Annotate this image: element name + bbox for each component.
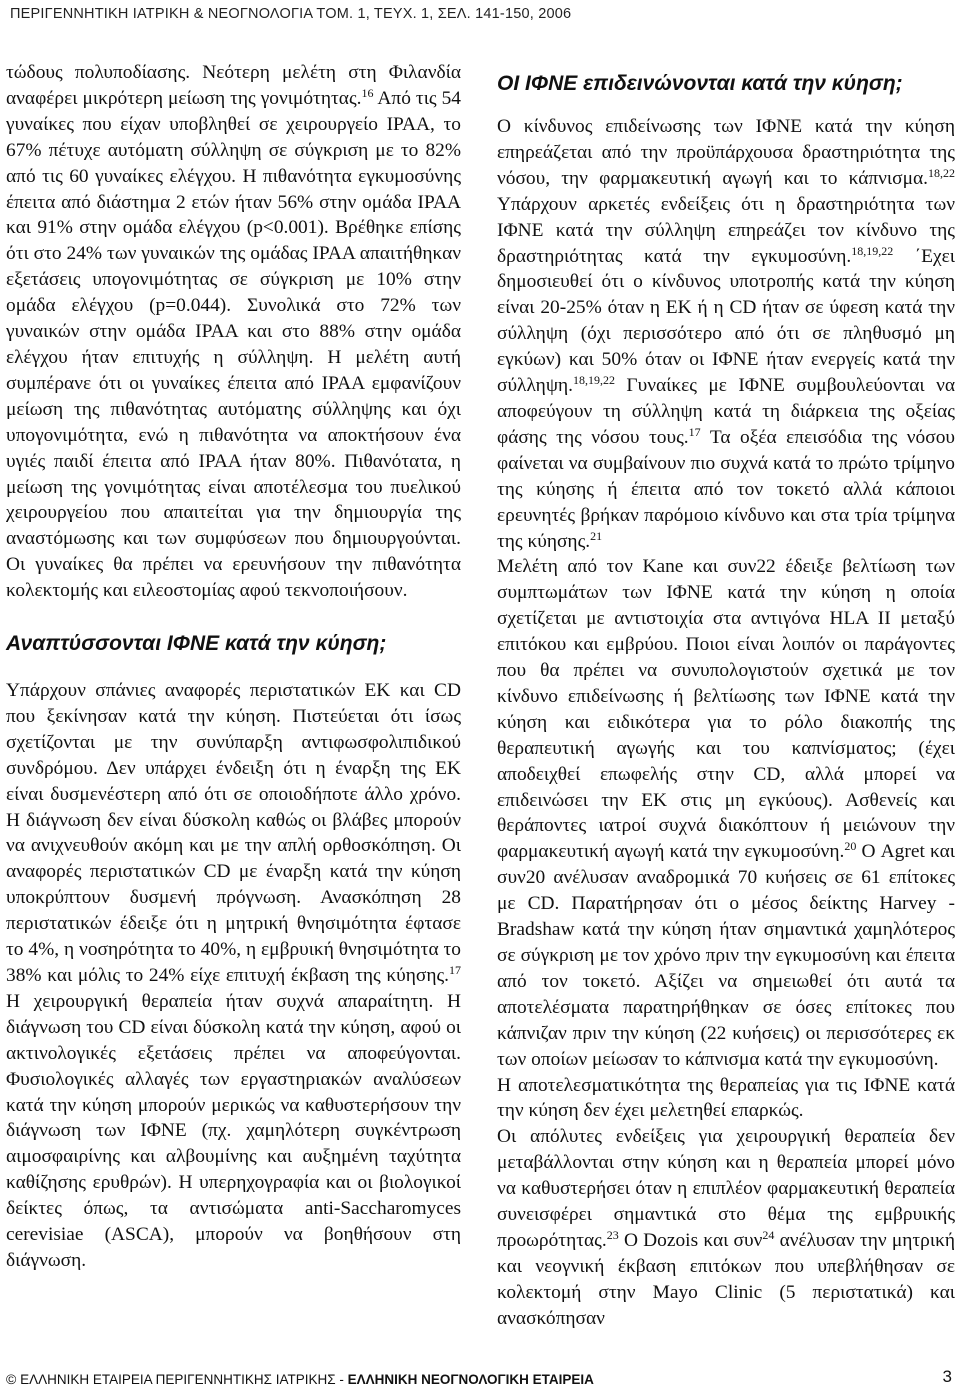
right-paragraph-2 xyxy=(497,554,955,1072)
footer-org-neonatal: ΕΛΛΗΝΙΚΗ ΝΕΟΓΝΟΛΟΓΙΚΗ ΕΤΑΙΡΕΙΑ xyxy=(347,1372,594,1387)
citation: 17 xyxy=(449,963,461,977)
left-paragraph-1 xyxy=(6,60,461,604)
citation: 18,19,22 xyxy=(572,373,615,388)
text: Από τις 54 γυναίκες που είχαν υποβληθεί σε χειρουργείο IPAA, το 67% πέτυχε αυτόματη σύλληψη σε σύγκριση με το 82% από τις 60 γυναίκες ελέγχου. Η πιθανότητα εγκυμοσύνης έπειτα από διάστημα 2 ετών ήταν 56% στην ομάδα IPAA και 91% στην ομάδα ελέγχου (p<0.001). Βρέθηκε επίσης ότι στο 24% των γυναικών της ομάδας IPAA απαιτήθηκαν εξετάσεις υπογονιμότητας σε σύγκριση με 10% στην ομάδα ελέγχου (p=0.044). Συνολικά στο 72% των γυναικών στην ομάδα IPAA και στο 88% στην ομάδα ελέγχου ήταν επιτυχής η σύλληψη. Η μελέτη αυτή συμπέρανε ότι οι γυναίκες έπειτα από IPAA εμφανίζουν μείωση της πιθανότητας αυτόματης σύλληψης και όχι υπογονιμότητα, ενώ η πιθανότητα να αποκτήσουν ένα υγιές παιδί έπειτα από IPAA ήταν 80%. Πιθανότατα, η μείωση της γονιμότητας είναι αποτέλεσμα του πυελικού χειρουργείου που απαιτείται για την δημιουργία της αναστόμωσης και των συμφύσεων που δημιουργούνται. Οι γυναίκες θα πρέπει να ερευνήσουν την πιθανότητα κολεκτομής και ειλεοστομίας αφού τεκνοποιήσουν. xyxy=(6,87,461,602)
right-paragraph-3: Η αποτελεσματικότητα της θεραπείας για τις ΙΦΝΕ κατά την κύηση δεν έχει μελετηθεί επαρκώς. xyxy=(497,1074,955,1122)
copyright-symbol: © xyxy=(6,1371,17,1387)
footer xyxy=(6,1367,954,1393)
citation: 16 xyxy=(361,85,374,100)
left-paragraph-2 xyxy=(6,678,461,1274)
right-column xyxy=(497,70,955,1332)
text: Ο Dozois και συν xyxy=(618,1229,763,1251)
citation: 24 xyxy=(762,1227,775,1242)
left-column xyxy=(6,60,461,1274)
right-paragraph-1 xyxy=(497,114,955,554)
text: τώδους πολυποδίασης. Νεότερη μελέτη στη Φιλανδία αναφέρει μικρότερη μείωση της γονιμότητας. xyxy=(6,62,461,109)
citation: 21 xyxy=(590,528,603,543)
text: Τα οξέα επεισόδια της νόσου φαίνεται να συμβαίνουν πιο συχνά κατά το πρώτο τρίμηνο της κύησης ή έπειτα από τον τοκετό αλλά κάποιοι ερευνητές βρήκαν παρόμοιο κίνδυνο και στα τρία τρίμηνα της κύησης. xyxy=(497,426,955,552)
citation: 18,19,22 xyxy=(851,243,894,258)
text: Ο Agret και συν20 ανέλυσαν αναδρομικά 70 κυήσεις σε 61 επίτοκες με CD. Παρατήρησαν ότι ο μέσος δείκτης Harvey - Bradshaw κατά την κύηση ήταν σημαντικά χαμηλότερος σε σύγκριση με τον χρόνο πριν την εγκυμοσύνη και έπειτα από τον τοκετό. Αξίζει να σημειωθεί ότι αυτά τα αποτελέσματα παρατηρήθηκαν σε όσες επίτοκες που κάπνιζαν πριν την κύηση (22 κυήσεις) οι περισσότερες εκ των οποίων μείωσαν το κάπνισμα κατά την εγκυμοσύνη. xyxy=(497,841,955,1070)
citation: 23 xyxy=(606,1227,619,1242)
citation: 20 xyxy=(844,839,857,854)
citation: 17 xyxy=(688,424,701,439)
text: ανέλυσαν την μητρική και νεογνική έκβαση επιτόκων που υπεβλήθησαν σε κολεκτομή στην Mayo Clinic (5 περιστατικά) και ανασκόπησαν xyxy=(497,1229,955,1329)
footer-org-perinatal: ΕΛΛΗΝΙΚΗ ΕΤΑΙΡΕΙΑ ΠΕΡΙΓΕΝΝΗΤΙΚΗΣ ΙΑΤΡΙΚΗΣ xyxy=(20,1372,336,1387)
text: ΄Εχει δημοσιευθεί ότι ο κίνδυνος υποτροπής κατά την κύηση είναι 20-25% όταν η ΕΚ ή η CD ήταν σε ύφεση κατά την σύλληψη (όχι περισσότερο από ότι σε πληθυσμό μη εγκύων) και 50% όταν οι ΙΦΝΕ ήταν ενεργείς κατά την σύλληψη. xyxy=(497,245,955,397)
footer-separator: - xyxy=(335,1372,348,1387)
section-heading-pregnancy-worsening: ΟΙ ΙΦΝΕ επιδεινώνονται κατά την κύηση; xyxy=(497,72,903,95)
citation: 18,22 xyxy=(928,165,955,180)
text: Ο κίνδυνος επιδείνωσης των ΙΦΝΕ κατά την κύηση επηρεάζεται από την προϋπάρχουσα δραστηριότητα της νόσου, την φαρμακευτική αγωγή και το κάπνισμα. xyxy=(497,116,955,189)
running-head: ΠΕΡΙΓΕΝΝΗΤΙΚΗ ΙΑΤΡΙΚΗ & ΝΕΟΓΝΟΛΟΓΙΑ ΤΟΜ. 1, ΤΕΥΧ. 1, ΣΕΛ. 141-150, 2006 xyxy=(10,6,572,22)
text: Μελέτη από τον Kane και συν22 έδειξε βελτίωση των συμπτωμάτων των ΙΦΝΕ κατά την κύηση η οποία σχετίζεται με αντιστοιχία στα αντιγόνα HLA II μεταξύ επιτόκου και εμβρύου. Ποιοι είναι λοιπόν οι παράγοντες που θα πρέπει να συνυπολογιστούν σχετικά με τον κίνδυνο επιδείνωσης ή βελτίωσης των ΙΦΝΕ κατά την κύηση και ειδικότερα για το ρόλο διακοπής της θεραπευτική αγωγής και του καπνίσματος; (έχει αποδειχθεί επωφελής στην CD, αλλά μπορεί να επιδεινώσει την ΕΚ στις μη εγκύους). Ασθενείς και θεράποντες ιατροί συχνά διακόπτουν ή μειώνουν την φαρμακευτική αγωγή κατά την εγκυμοσύνη. xyxy=(497,556,955,863)
text: Υπάρχουν αρκετές ενδείξεις ότι η δραστηριότητα των ΙΦΝΕ κατά την σύλληψη επηρεάζει τον κίνδυνο της δραστηριότητας κατά την εγκυμοσύνη. xyxy=(497,193,955,267)
text: Υπάρχουν σπάνιες αναφορές περιστατικών ΕΚ και CD που ξεκίνησαν κατά την κύηση. Πιστεύεται ότι ίσως σχετίζονται με την συνύπαρξη αντιφωσφολιπιδικού συνδρόμου. Δεν υπάρχει ένδειξη ότι η έναρξη της ΕΚ είναι δυσμενέστερη από ότι σε οποιοδήποτε άλλο χρόνο. Η διάγνωση δεν είναι δύσκολη καθώς οι βλάβες μπορούν να ανιχνευθούν ακόμη και με την απλή ορθοσκόπηση. Οι αναφορές περιστατικών CD με έναρξη κατά την κύηση υποκρύπτουν δυσμενή πρόγνωση. Ανασκόπηση 28 περιστατικών έδειξε ότι η μητρική θνησιμότητα έφτασε το 4%, η νοσηρότητα το 40%, η εμβρυική θνησιμότητα το 38% και μόλις το 24% είχε επιτυχή έκβαση της κύησης. xyxy=(6,680,461,986)
page-number: 3 xyxy=(942,1367,952,1386)
text: Η χειρουργική θεραπεία ήταν συχνά απαραίτητη. Η διάγνωση του CD είναι δύσκολη κατά την κύηση, αφού οι ακτινολογικές εξετάσεις πρέπει να αποφεύγονται. Φυσιολογικές αλλαγές των εργαστηριακών αναλύσεων κατά την κύηση μπορούν μερικώς να καθυστερήσουν την διάγνωση των ΙΦΝΕ (πχ. χαμηλότερη συγκέντρωση αιμοσφαιρίνης και αλβουμίνης και αυξημένη ταχύτητα καθίζησης ερυθρών). Η υπερηχογραφία και οι βιολογικοί δείκτες όπως, τα αντισώματα anti-Saccharomyces cerevisiae (ASCA), μπορούν να βοηθήσουν στη διάγνωση. xyxy=(6,990,461,1271)
text: Οι απόλυτες ενδείξεις για χειρουργική θεραπεία δεν μεταβάλλονται στην κύηση και η θεραπεία μπορεί μόνο να καθυστερήσει όταν η επιπλέον φαρμακευτική θεραπεία συνεισφέρει σημαντικά στο θέμα της εμβρυικής προωρότητας. xyxy=(497,1126,955,1251)
text: Γυναίκες με ΙΦΝΕ συμβουλεύονται να αποφεύγουν τη σύλληψη κατά τη διάρκεια της οξείας φάσης της νόσου τους. xyxy=(497,375,955,448)
right-paragraph-4 xyxy=(497,1124,955,1331)
section-heading-pregnancy-onset: Αναπτύσσονται ΙΦΝΕ κατά την κύηση; xyxy=(6,632,387,656)
